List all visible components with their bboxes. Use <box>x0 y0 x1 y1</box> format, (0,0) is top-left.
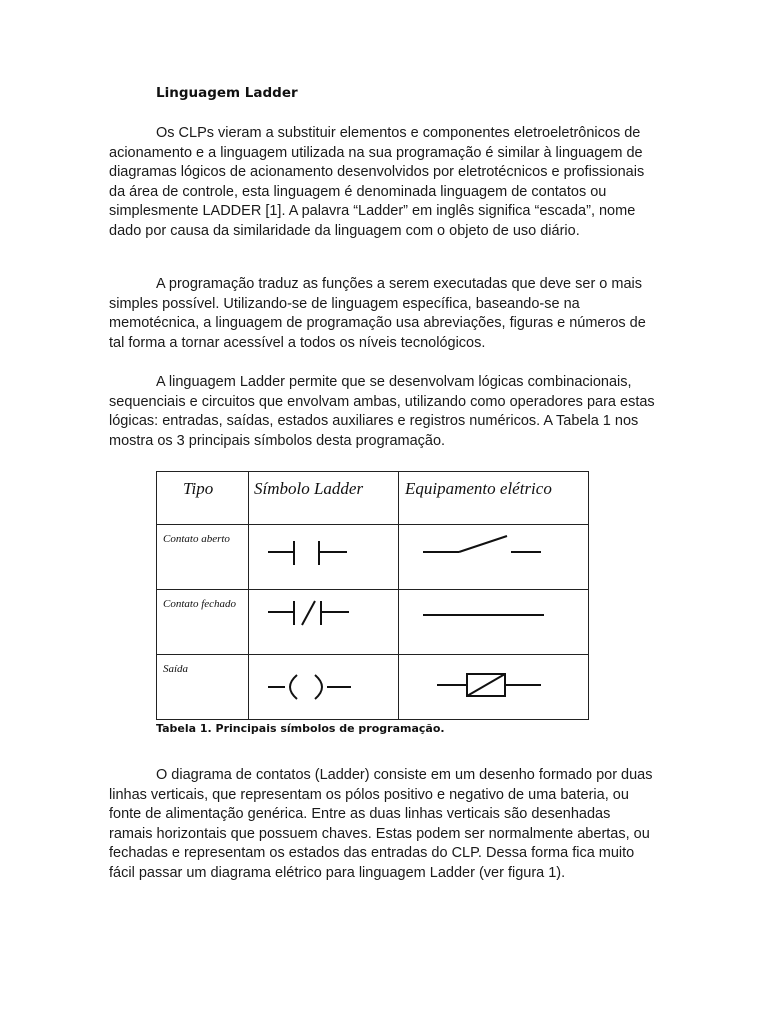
row-label-cell <box>157 590 249 655</box>
header-simbolo-ladder: Símbolo Ladder <box>254 479 364 498</box>
header-equipamento-eletrico: Equipamento elétrico <box>405 479 552 498</box>
paragraph-1: Os CLPs vieram a substituir elementos e componentes eletroeletrônicos de acionamento e a linguagem utilizada na sua programação é similar à linguagem de diagramas lógicos de acionamento desenvolvidos por eletrotécnicos e profissionais da área de controle, esta linguagem é denominada linguagem de contatos ou simplesmente LADDER [1]. A palavra “Ladder” em inglês significa “escada”, nome dado por causa da similaridade da linguagem com o objeto de uso diário. <box>109 125 645 239</box>
contact-open-symbol <box>249 525 398 589</box>
table-row <box>157 590 589 655</box>
table-caption: Tabela 1. Principais símbolos de programação. <box>156 722 445 735</box>
paragraph-4: O diagrama de contatos (Ladder) consiste em um desenho formado por duas linhas verticais, que representam os pólos positivo e negativo de uma bateria, ou fonte de alimentação genérica. Entre as duas linhas verticais são desenhadas ramais horizontais que possuem chaves. Estas podem ser normalmente abertas, ou fechadas e representam os estados das entradas do CLP. Dessa forma fica muito fácil passar um diagrama elétrico para linguagem Ladder (ver figura 1). <box>109 767 653 881</box>
ladder-symbol-cell <box>249 590 399 655</box>
row-label-saida: Saída <box>163 663 189 675</box>
table-row <box>157 525 589 590</box>
symbols-table <box>156 471 589 720</box>
header-cell-tipo <box>157 472 249 525</box>
ladder-symbol-cell <box>249 525 399 590</box>
row-label-contato-fechado: Contato fechado <box>163 598 237 610</box>
relay-coil-symbol <box>399 655 588 719</box>
switch-open-symbol <box>399 525 588 589</box>
electric-symbol-cell <box>399 655 589 720</box>
header-cell-equipamento <box>399 472 589 525</box>
ladder-symbol-cell <box>249 655 399 720</box>
closed-line-symbol <box>399 590 588 654</box>
table-row <box>157 655 589 720</box>
electric-symbol-cell <box>399 590 589 655</box>
header-tipo: Tipo <box>183 479 214 498</box>
paragraph-2: A programação traduz as funções a serem executadas que deve ser o mais simples possível. Utilizando-se de linguagem específica, baseando-se na memotécnica, a linguagem de programação usa abreviações, figuras e números de tal forma a tornar acessível a todos os níveis tecnológicos. <box>109 276 646 351</box>
coil-output-symbol <box>249 655 398 719</box>
row-label-cell <box>157 655 249 720</box>
contact-closed-symbol <box>249 590 398 654</box>
header-cell-simbolo <box>249 472 399 525</box>
table-header-row <box>157 472 589 525</box>
row-label-cell <box>157 525 249 590</box>
section-heading: Linguagem Ladder <box>156 85 298 101</box>
row-label-contato-aberto: Contato aberto <box>163 533 230 545</box>
paragraph-3: A linguagem Ladder permite que se desenvolvam lógicas combinacionais, sequenciais e circuitos que envolvam ambas, utilizando como operadores para estas lógicas: entradas, saídas, estados auxiliares e registros numéricos. A Tabela 1 nos mostra os 3 principais símbolos desta programação. <box>109 374 655 449</box>
electric-symbol-cell <box>399 525 589 590</box>
